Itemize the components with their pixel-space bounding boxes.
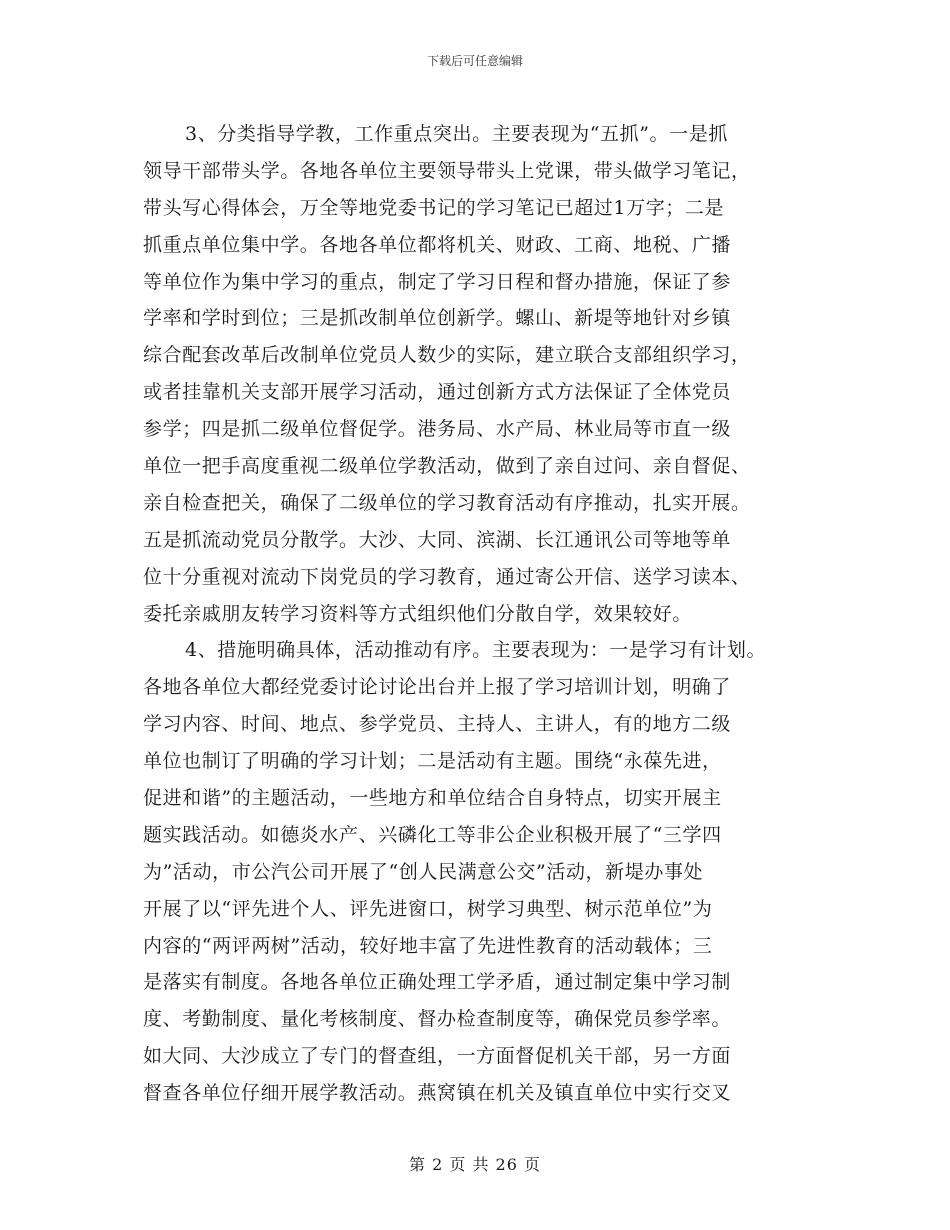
text-line: 如大同、大沙成立了专门的督查组，一方面督促机关干部，另一方面	[143, 1045, 732, 1068]
text-line: 学习内容、时间、地点、参学党员、主持人、主讲人，有的地方二级	[143, 713, 732, 736]
text-line: 开展了以“评先进个人、评先进窗口，树学习典型、树示范单位”为	[143, 897, 713, 920]
text-line: 位十分重视对流动下岗党员的学习教育，通过寄公开信、送学习读本、	[143, 565, 751, 588]
text-line: 综合配套改革后改制单位党员人数少的实际，建立联合支部组织学习，	[143, 344, 751, 367]
text-line: 督查各单位仔细开展学教活动。燕窝镇在机关及镇直单位中实行交叉	[143, 1082, 732, 1105]
text-line: 或者挂靠机关支部开展学习活动，通过创新方式方法保证了全体党员	[143, 381, 732, 404]
text-line: 是落实有制度。各地各单位正确处理工学矛盾，通过制定集中学习制	[143, 971, 732, 994]
text-line: 五是抓流动党员分散学。大沙、大同、滨湖、长江通讯公司等地等单	[143, 528, 732, 551]
text-line: 学率和学时到位；三是抓改制单位创新学。螺山、新堤等地针对乡镇	[143, 307, 732, 330]
paragraph-3	[143, 116, 823, 632]
text-line: 3、分类指导学教，工作重点突出。主要表现为“五抓”。一是抓	[185, 123, 728, 145]
text-line: 参学；四是抓二级单位督促学。港务局、水产局、林业局等市直一级	[143, 418, 732, 441]
page-number-footer: 第 2 页 共 26 页	[409, 1155, 541, 1174]
text-line: 亲自检查把关，确保了二级单位的学习教育活动有序推动，扎实开展。	[143, 491, 751, 514]
page-header: 下载后可任意编辑	[426, 54, 523, 68]
text-line: 带头写心得体会，万全等地党委书记的学习笔记已超过1万字；二是	[143, 196, 725, 219]
text-line: 4、措施明确具体，活动推动有序。主要表现为：一是学习有计划。	[185, 639, 767, 662]
text-line: 题实践活动。如德炎水产、兴磷化工等非公企业积极开展了“三学四	[143, 823, 722, 846]
document-body	[143, 116, 823, 1112]
text-line: 领导干部带头学。各地各单位主要领导带头上党课，带头做学习笔记，	[143, 159, 751, 182]
text-line: 各地各单位大都经党委讨论讨论出台并上报了学习培训计划，明确了	[143, 676, 732, 699]
text-line: 等单位作为集中学习的重点，制定了学习日程和督办措施，保证了参	[143, 270, 732, 293]
text-line: 单位也制订了明确的学习计划；二是活动有主题。围绕“永葆先进，	[143, 750, 722, 773]
text-line: 委托亲戚朋友转学习资料等方式组织他们分散自学，效果较好。	[143, 602, 692, 625]
text-line: 单位一把手高度重视二级单位学教活动，做到了亲自过问、亲自督促、	[143, 455, 751, 478]
paragraph-4	[143, 632, 823, 1112]
text-line: 为”活动，市公汽公司开展了“创人民满意公交”活动，新堤办事处	[143, 860, 704, 883]
text-line: 抓重点单位集中学。各地各单位都将机关、财政、工商、地税、广播	[143, 233, 732, 256]
text-line: 度、考勤制度、量化考核制度、督办检查制度等，确保党员参学率。	[143, 1008, 732, 1031]
text-line: 内容的“两评两树”活动，较好地丰富了先进性教育的活动载体；三	[143, 934, 713, 957]
text-line: 促进和谐”的主题活动，一些地方和单位结合自身特点，切实开展主	[143, 787, 722, 810]
